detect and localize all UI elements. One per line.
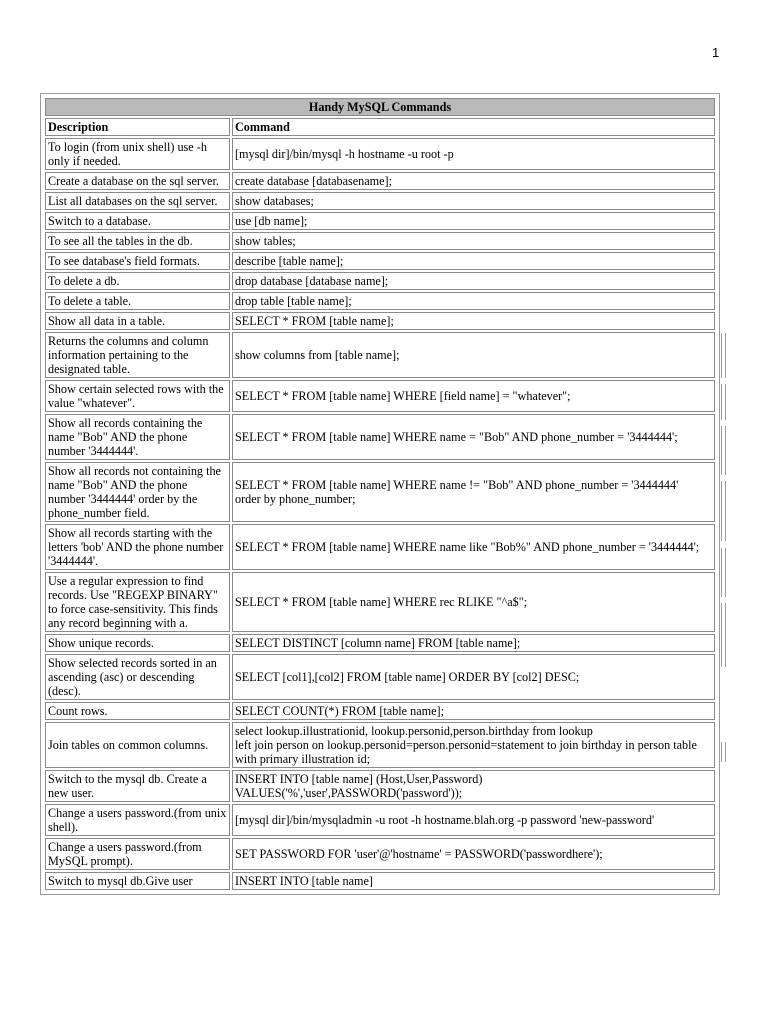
description-cell: Show all records not containing the name "Bob" AND the phone number '3444444' order by the phone_number field. (45, 462, 230, 522)
description-cell: To delete a db. (45, 272, 230, 290)
command-cell: use [db name]; (232, 212, 715, 230)
description-cell: Show unique records. (45, 634, 230, 652)
description-cell: To delete a table. (45, 292, 230, 310)
description-cell: Switch to a database. (45, 212, 230, 230)
right-margin-bar (721, 481, 726, 541)
command-cell: create database [databasename]; (232, 172, 715, 190)
description-cell: Returns the columns and column information pertaining to the designated table. (45, 332, 230, 378)
description-cell: Show all data in a table. (45, 312, 230, 330)
table-row (45, 212, 715, 230)
table-row (45, 312, 715, 330)
command-cell: SELECT * FROM [table name] WHERE [field name] = "whatever"; (232, 380, 715, 412)
right-margin-bar (721, 548, 726, 597)
command-cell: INSERT INTO [table name] (Host,User,Password) VALUES('%','user',PASSWORD('password')); (232, 770, 715, 802)
description-cell: Join tables on common columns. (45, 722, 230, 768)
command-cell: drop database [database name]; (232, 272, 715, 290)
table-row (45, 872, 715, 890)
command-cell: show databases; (232, 192, 715, 210)
command-cell: SELECT * FROM [table name] WHERE name like "Bob%" AND phone_number = '3444444'; (232, 524, 715, 570)
command-cell: drop table [table name]; (232, 292, 715, 310)
command-cell: SELECT COUNT(*) FROM [table name]; (232, 702, 715, 720)
description-cell: Create a database on the sql server. (45, 172, 230, 190)
description-cell: Switch to the mysql db. Create a new user. (45, 770, 230, 802)
right-margin-bar (721, 742, 726, 762)
column-header-command: Command (232, 118, 715, 136)
description-cell: Change a users password.(from unix shell). (45, 804, 230, 836)
mysql-commands-table (40, 93, 720, 895)
right-margin-bar (721, 384, 726, 420)
table-row (45, 654, 715, 700)
description-cell: Show all records starting with the letters 'bob' AND the phone number '3444444'. (45, 524, 230, 570)
right-margin-bar (721, 603, 726, 667)
table-row (45, 138, 715, 170)
table-row (45, 572, 715, 632)
right-margin-bar (721, 333, 726, 378)
description-cell: To see database's field formats. (45, 252, 230, 270)
table-row (45, 804, 715, 836)
table-row (45, 770, 715, 802)
column-header-description: Description (45, 118, 230, 136)
table-row (45, 252, 715, 270)
command-cell: SELECT [col1],[col2] FROM [table name] ORDER BY [col2] DESC; (232, 654, 715, 700)
command-cell: SET PASSWORD FOR 'user'@'hostname' = PASSWORD('passwordhere'); (232, 838, 715, 870)
table-row (45, 414, 715, 460)
table-row (45, 192, 715, 210)
description-cell: Show all records containing the name "Bob" AND the phone number '3444444'. (45, 414, 230, 460)
command-cell: SELECT DISTINCT [column name] FROM [table name]; (232, 634, 715, 652)
table-row (45, 634, 715, 652)
table-row (45, 172, 715, 190)
description-cell: Switch to mysql db.Give user (45, 872, 230, 890)
command-cell: SELECT * FROM [table name] WHERE name != "Bob" AND phone_number = '3444444' order by phone_number; (232, 462, 715, 522)
table-row (45, 272, 715, 290)
command-cell: [mysql dir]/bin/mysqladmin -u root -h hostname.blah.org -p password 'new-password' (232, 804, 715, 836)
table-row (45, 838, 715, 870)
description-cell: List all databases on the sql server. (45, 192, 230, 210)
command-cell: select lookup.illustrationid, lookup.personid,person.birthday from lookup left join person on lookup.personid=person.personid=statement to join birthday in person table with primary illustration id; (232, 722, 715, 768)
right-margin-bar (721, 426, 726, 475)
table-row (45, 722, 715, 768)
table-row (45, 524, 715, 570)
command-cell: show tables; (232, 232, 715, 250)
description-cell: Count rows. (45, 702, 230, 720)
command-cell: INSERT INTO [table name] (232, 872, 715, 890)
command-cell: describe [table name]; (232, 252, 715, 270)
description-cell: Change a users password.(from MySQL prompt). (45, 838, 230, 870)
table-row (45, 332, 715, 378)
command-cell: [mysql dir]/bin/mysql -h hostname -u root -p (232, 138, 715, 170)
command-cell: show columns from [table name]; (232, 332, 715, 378)
command-cell: SELECT * FROM [table name]; (232, 312, 715, 330)
command-cell: SELECT * FROM [table name] WHERE rec RLIKE "^a$"; (232, 572, 715, 632)
table-row (45, 462, 715, 522)
description-cell: To see all the tables in the db. (45, 232, 230, 250)
table-row (45, 232, 715, 250)
command-cell: SELECT * FROM [table name] WHERE name = "Bob" AND phone_number = '3444444'; (232, 414, 715, 460)
description-cell: Show certain selected rows with the value "whatever". (45, 380, 230, 412)
table-title: Handy MySQL Commands (45, 98, 715, 116)
page-number: 1 (712, 45, 720, 60)
description-cell: To login (from unix shell) use -h only if needed. (45, 138, 230, 170)
description-cell: Show selected records sorted in an ascending (asc) or descending (desc). (45, 654, 230, 700)
table-row (45, 380, 715, 412)
description-cell: Use a regular expression to find records. Use "REGEXP BINARY" to force case-sensitivity. This finds any record beginning with a. (45, 572, 230, 632)
table-row (45, 702, 715, 720)
table-row (45, 292, 715, 310)
